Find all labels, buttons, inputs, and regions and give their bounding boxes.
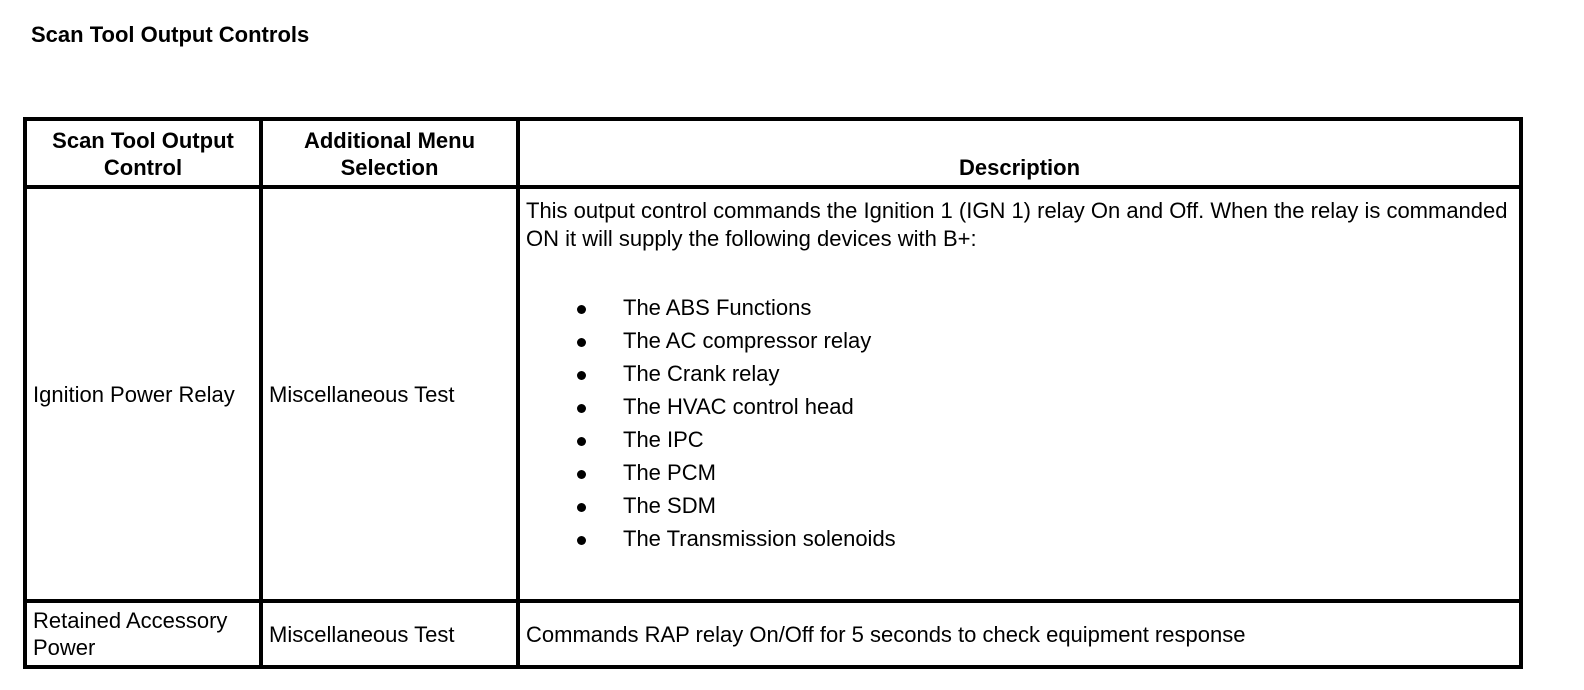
bullet-icon [577,305,586,314]
cell-menu-ignition: Miscellaneous Test [261,187,518,601]
list-item [526,489,1513,522]
cell-description-rap: Commands RAP relay On/Off for 5 seconds to check equipment response [518,601,1521,667]
device-label: The IPC [623,427,704,452]
header-output-control: Scan Tool Output Control [25,119,261,187]
page-title: Scan Tool Output Controls [31,22,310,47]
output-controls-table [23,117,1523,669]
device-label: The ABS Functions [623,295,812,320]
device-label: The Transmission solenoids [623,526,896,551]
description-intro: This output control commands the Ignition 1 (IGN 1) relay On and Off. When the relay is commanded ON it will supply the following devices with B+: [526,198,1508,251]
header-additional-menu: Additional Menu Selection [261,119,518,187]
list-item [526,390,1513,423]
device-label: The PCM [623,460,716,485]
list-item [526,423,1513,456]
device-label: The Crank relay [623,361,780,386]
cell-control-rap: Retained Accessory Power [25,601,261,667]
list-item [526,357,1513,390]
table-row [25,601,1521,667]
cell-control-ignition: Ignition Power Relay [25,187,261,601]
device-list [526,291,1513,555]
bullet-icon [577,404,586,413]
bullet-icon [577,503,586,512]
device-label: The HVAC control head [623,394,854,419]
cell-menu-rap: Miscellaneous Test [261,601,518,667]
device-label: The SDM [623,493,716,518]
bullet-icon [577,338,586,347]
list-item [526,456,1513,489]
table-row [25,187,1521,601]
cell-description-ignition [518,187,1521,601]
header-description: Description [518,119,1521,187]
list-item [526,522,1513,555]
table-header-row [25,119,1521,187]
bullet-icon [577,470,586,479]
list-item [526,291,1513,324]
bullet-icon [577,536,586,545]
bullet-icon [577,437,586,446]
bullet-icon [577,371,586,380]
device-label: The AC compressor relay [623,328,872,353]
list-item [526,324,1513,357]
